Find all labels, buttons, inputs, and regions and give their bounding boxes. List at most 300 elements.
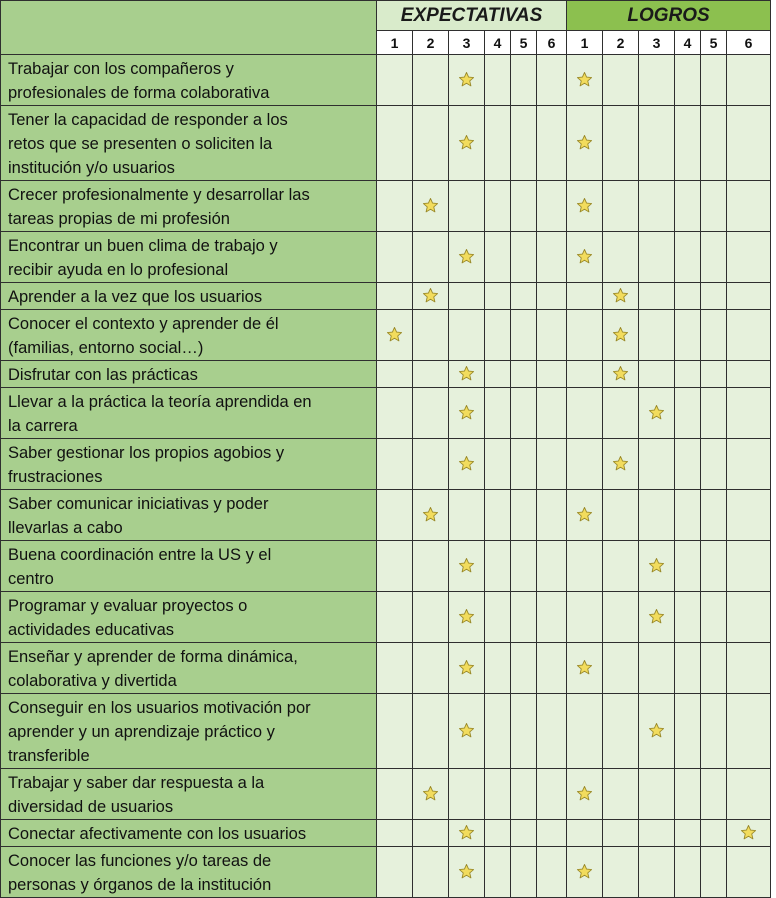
expectativas-cell-6: [537, 490, 567, 541]
expectativas-cell-5: [511, 769, 537, 820]
logros-cell-4: [675, 283, 701, 310]
star-icon: [422, 287, 439, 304]
logros-cell-2: [603, 232, 639, 283]
expectativas-cell-6: [537, 541, 567, 592]
logros-scale-6: 6: [727, 31, 771, 55]
logros-cell-3: [639, 283, 675, 310]
expectativas-cell-5: [511, 106, 537, 181]
logros-cell-6: [727, 769, 771, 820]
expectativas-cell-3: [449, 490, 485, 541]
star-icon: [458, 608, 475, 625]
expectativas-cell-1: [377, 388, 413, 439]
expectativas-cell-5: [511, 643, 537, 694]
logros-cell-5: [701, 643, 727, 694]
logros-cell-3: [639, 490, 675, 541]
expectativas-scale-4: 4: [485, 31, 511, 55]
row-label-line: Conseguir en los usuarios motivación por: [8, 699, 311, 717]
logros-scale-5: 5: [701, 31, 727, 55]
expectativas-cell-3: [449, 106, 485, 181]
expectativas-cell-6: [537, 310, 567, 361]
expectativas-cell-5: [511, 694, 537, 769]
logros-cell-5: [701, 694, 727, 769]
logros-cell-1: [567, 361, 603, 388]
table-row: [1, 55, 771, 106]
logros-cell-2: [603, 439, 639, 490]
logros-cell-1: [567, 181, 603, 232]
expectativas-scale-3: 3: [449, 31, 485, 55]
logros-cell-5: [701, 310, 727, 361]
star-icon: [458, 71, 475, 88]
logros-cell-3: [639, 769, 675, 820]
star-icon: [648, 404, 665, 421]
star-icon: [422, 506, 439, 523]
logros-cell-2: [603, 490, 639, 541]
logros-cell-6: [727, 847, 771, 898]
expectativas-cell-2: [413, 820, 449, 847]
row-label: [1, 55, 377, 106]
row-label: [1, 283, 377, 310]
row-label-line: llevarlas a cabo: [8, 519, 123, 537]
logros-cell-3: [639, 106, 675, 181]
row-label-line: Aprender a la vez que los usuarios: [8, 288, 263, 306]
table-row: [1, 310, 771, 361]
table-row: [1, 847, 771, 898]
row-label-line: colaborativa y divertida: [8, 672, 177, 690]
row-label: [1, 439, 377, 490]
expectativas-cell-4: [485, 694, 511, 769]
row-label: [1, 541, 377, 592]
star-icon: [458, 248, 475, 265]
expectativas-cell-4: [485, 232, 511, 283]
logros-cell-6: [727, 541, 771, 592]
expectativas-cell-3: [449, 232, 485, 283]
expectativas-cell-5: [511, 181, 537, 232]
expectativas-cell-3: [449, 592, 485, 643]
logros-cell-1: [567, 769, 603, 820]
logros-cell-1: [567, 847, 603, 898]
logros-cell-2: [603, 55, 639, 106]
row-label: [1, 694, 377, 769]
row-label-line: centro: [8, 570, 54, 588]
expectativas-cell-3: [449, 694, 485, 769]
expectativas-cell-3: [449, 820, 485, 847]
expectativas-cell-5: [511, 847, 537, 898]
logros-cell-1: [567, 820, 603, 847]
logros-cell-3: [639, 232, 675, 283]
group-header-row: [1, 1, 771, 31]
row-label-line: transferible: [8, 747, 90, 765]
expectativas-cell-4: [485, 769, 511, 820]
logros-cell-5: [701, 283, 727, 310]
expectativas-cell-6: [537, 55, 567, 106]
header-corner: [1, 1, 377, 55]
row-label: [1, 769, 377, 820]
logros-cell-4: [675, 55, 701, 106]
expectativas-cell-2: [413, 388, 449, 439]
logros-cell-1: [567, 643, 603, 694]
logros-scale-2: 2: [603, 31, 639, 55]
expectativas-cell-2: [413, 643, 449, 694]
expectativas-cell-5: [511, 541, 537, 592]
logros-cell-2: [603, 283, 639, 310]
logros-scale-4: 4: [675, 31, 701, 55]
logros-cell-4: [675, 439, 701, 490]
expectativas-cell-5: [511, 361, 537, 388]
row-label-line: Crecer profesionalmente y desarrollar las: [8, 186, 310, 204]
expectativas-cell-1: [377, 439, 413, 490]
logros-cell-5: [701, 388, 727, 439]
logros-cell-2: [603, 310, 639, 361]
table-row: [1, 361, 771, 388]
logros-cell-3: [639, 439, 675, 490]
expectativas-cell-3: [449, 847, 485, 898]
expectativas-cell-1: [377, 106, 413, 181]
logros-cell-5: [701, 847, 727, 898]
expectativas-cell-4: [485, 820, 511, 847]
expectativas-cell-6: [537, 283, 567, 310]
logros-cell-6: [727, 310, 771, 361]
table-row: [1, 643, 771, 694]
logros-cell-3: [639, 592, 675, 643]
star-icon: [740, 824, 757, 841]
expectativas-cell-2: [413, 490, 449, 541]
row-label-line: actividades educativas: [8, 621, 175, 639]
star-icon: [612, 455, 629, 472]
star-icon: [612, 287, 629, 304]
expectativas-cell-5: [511, 310, 537, 361]
logros-header: LOGROS: [567, 1, 771, 31]
logros-cell-3: [639, 55, 675, 106]
logros-cell-6: [727, 181, 771, 232]
logros-cell-2: [603, 847, 639, 898]
table-row: [1, 106, 771, 181]
logros-cell-6: [727, 592, 771, 643]
expectativas-cell-3: [449, 55, 485, 106]
expectativas-cell-3: [449, 283, 485, 310]
row-label-line: (familias, entorno social…): [8, 339, 204, 357]
logros-cell-4: [675, 769, 701, 820]
logros-cell-4: [675, 592, 701, 643]
table-row: [1, 388, 771, 439]
row-label-line: personas y órganos de la institución: [8, 876, 272, 894]
logros-cell-6: [727, 490, 771, 541]
expectativas-cell-4: [485, 310, 511, 361]
table-row: [1, 541, 771, 592]
row-label-line: Llevar a la práctica la teoría aprendida en: [8, 393, 312, 411]
expectativas-scale-2: 2: [413, 31, 449, 55]
row-label-line: Saber gestionar los propios agobios y: [8, 444, 285, 462]
logros-cell-3: [639, 643, 675, 694]
row-label: [1, 592, 377, 643]
logros-cell-5: [701, 232, 727, 283]
expectativas-cell-1: [377, 694, 413, 769]
logros-cell-2: [603, 592, 639, 643]
expectativas-cell-4: [485, 541, 511, 592]
expectativas-cell-6: [537, 592, 567, 643]
expectativas-cell-5: [511, 592, 537, 643]
expectativas-cell-2: [413, 106, 449, 181]
star-icon: [458, 404, 475, 421]
expectativas-cell-3: [449, 310, 485, 361]
row-label-line: frustraciones: [8, 468, 103, 486]
expectativas-cell-4: [485, 847, 511, 898]
star-icon: [386, 326, 403, 343]
row-label-line: Trabajar con los compañeros y: [8, 60, 234, 78]
star-icon: [648, 608, 665, 625]
logros-cell-6: [727, 55, 771, 106]
expectativas-cell-3: [449, 541, 485, 592]
row-label-line: Trabajar y saber dar respuesta a la: [8, 774, 265, 792]
expectativas-scale-1: 1: [377, 31, 413, 55]
logros-cell-5: [701, 592, 727, 643]
expectativas-cell-6: [537, 106, 567, 181]
logros-cell-3: [639, 181, 675, 232]
logros-cell-4: [675, 106, 701, 181]
expectativas-cell-5: [511, 820, 537, 847]
expectativas-cell-1: [377, 181, 413, 232]
table-row: [1, 490, 771, 541]
star-icon: [576, 71, 593, 88]
expectativas-cell-4: [485, 592, 511, 643]
logros-cell-5: [701, 361, 727, 388]
table-row: [1, 283, 771, 310]
logros-cell-6: [727, 439, 771, 490]
expectativas-cell-4: [485, 361, 511, 388]
logros-cell-4: [675, 310, 701, 361]
logros-cell-1: [567, 694, 603, 769]
row-label: [1, 490, 377, 541]
expectativas-cell-6: [537, 769, 567, 820]
logros-cell-6: [727, 283, 771, 310]
logros-cell-5: [701, 106, 727, 181]
expectativas-scale-6: 6: [537, 31, 567, 55]
row-label-line: Conectar afectivamente con los usuarios: [8, 825, 307, 843]
logros-cell-5: [701, 769, 727, 820]
logros-cell-4: [675, 820, 701, 847]
star-icon: [612, 326, 629, 343]
logros-cell-6: [727, 643, 771, 694]
logros-cell-3: [639, 820, 675, 847]
logros-cell-2: [603, 769, 639, 820]
logros-cell-1: [567, 541, 603, 592]
row-label-line: aprender y un aprendizaje práctico y: [8, 723, 275, 741]
logros-cell-2: [603, 361, 639, 388]
expectativas-cell-2: [413, 694, 449, 769]
table-row: [1, 232, 771, 283]
expectativas-cell-6: [537, 361, 567, 388]
expectativas-cell-2: [413, 847, 449, 898]
row-label-line: diversidad de usuarios: [8, 798, 174, 816]
logros-cell-4: [675, 490, 701, 541]
expectativas-cell-2: [413, 439, 449, 490]
expectativas-cell-6: [537, 643, 567, 694]
expectativas-cell-3: [449, 439, 485, 490]
row-label: [1, 361, 377, 388]
expectativas-cell-4: [485, 439, 511, 490]
row-label-line: institución y/o usuarios: [8, 159, 175, 177]
row-label-line: Conocer las funciones y/o tareas de: [8, 852, 272, 870]
row-label: [1, 388, 377, 439]
logros-cell-4: [675, 847, 701, 898]
logros-cell-6: [727, 361, 771, 388]
logros-cell-2: [603, 181, 639, 232]
star-icon: [422, 197, 439, 214]
expectativas-cell-1: [377, 592, 413, 643]
expectativas-cell-3: [449, 388, 485, 439]
logros-cell-2: [603, 388, 639, 439]
star-icon: [458, 722, 475, 739]
expectativas-cell-2: [413, 181, 449, 232]
table-row: [1, 769, 771, 820]
expectativas-cell-1: [377, 769, 413, 820]
expectativas-cell-5: [511, 55, 537, 106]
logros-cell-5: [701, 820, 727, 847]
logros-cell-1: [567, 106, 603, 181]
logros-cell-1: [567, 592, 603, 643]
logros-cell-3: [639, 310, 675, 361]
expectativas-cell-5: [511, 283, 537, 310]
star-icon: [458, 134, 475, 151]
logros-cell-5: [701, 181, 727, 232]
expectativas-cell-3: [449, 643, 485, 694]
logros-cell-4: [675, 388, 701, 439]
star-icon: [458, 824, 475, 841]
row-label-line: tareas propias de mi profesión: [8, 210, 230, 228]
logros-cell-6: [727, 820, 771, 847]
star-icon: [648, 557, 665, 574]
logros-cell-3: [639, 847, 675, 898]
expectativas-cell-6: [537, 820, 567, 847]
logros-cell-1: [567, 388, 603, 439]
expectativas-cell-4: [485, 643, 511, 694]
star-icon: [576, 785, 593, 802]
expectativas-cell-2: [413, 55, 449, 106]
star-icon: [576, 248, 593, 265]
expectativas-cell-4: [485, 55, 511, 106]
expectativas-cell-1: [377, 541, 413, 592]
table-row: [1, 592, 771, 643]
expectativas-cell-6: [537, 388, 567, 439]
logros-cell-4: [675, 541, 701, 592]
row-label-line: recibir ayuda en lo profesional: [8, 261, 229, 279]
expectativas-cell-1: [377, 820, 413, 847]
star-icon: [458, 455, 475, 472]
star-icon: [612, 365, 629, 382]
star-icon: [648, 722, 665, 739]
row-label: [1, 232, 377, 283]
expectativas-cell-5: [511, 232, 537, 283]
expectativas-scale-5: 5: [511, 31, 537, 55]
star-icon: [576, 863, 593, 880]
row-label-line: Saber comunicar iniciativas y poder: [8, 495, 269, 513]
expectativas-cell-1: [377, 361, 413, 388]
expectativas-cell-1: [377, 643, 413, 694]
row-label: [1, 643, 377, 694]
expectativas-cell-3: [449, 769, 485, 820]
expectativas-cell-4: [485, 388, 511, 439]
table-row: [1, 694, 771, 769]
expectativas-cell-1: [377, 847, 413, 898]
row-label-line: Programar y evaluar proyectos o: [8, 597, 248, 615]
expectativas-cell-6: [537, 181, 567, 232]
expectativas-header: EXPECTATIVAS: [377, 1, 567, 31]
star-icon: [458, 863, 475, 880]
logros-cell-6: [727, 388, 771, 439]
expectativas-cell-3: [449, 361, 485, 388]
expectativas-cell-2: [413, 769, 449, 820]
row-label-line: Enseñar y aprender de forma dinámica,: [8, 648, 298, 666]
logros-cell-2: [603, 694, 639, 769]
logros-cell-5: [701, 490, 727, 541]
expectativas-cell-2: [413, 541, 449, 592]
logros-cell-2: [603, 820, 639, 847]
expectativas-cell-1: [377, 232, 413, 283]
table-row: [1, 181, 771, 232]
expectativas-cell-2: [413, 361, 449, 388]
expectativas-cell-1: [377, 55, 413, 106]
logros-scale-3: 3: [639, 31, 675, 55]
logros-cell-1: [567, 490, 603, 541]
expectativas-cell-2: [413, 310, 449, 361]
row-label: [1, 106, 377, 181]
logros-cell-4: [675, 181, 701, 232]
logros-cell-2: [603, 106, 639, 181]
logros-cell-3: [639, 388, 675, 439]
row-label: [1, 847, 377, 898]
logros-cell-4: [675, 643, 701, 694]
star-icon: [576, 659, 593, 676]
expectativas-cell-1: [377, 310, 413, 361]
expectativas-cell-4: [485, 283, 511, 310]
row-label: [1, 310, 377, 361]
star-icon: [576, 134, 593, 151]
row-label-line: la carrera: [8, 417, 78, 435]
row-label-line: profesionales de forma colaborativa: [8, 84, 270, 102]
expectativas-cell-5: [511, 388, 537, 439]
logros-cell-3: [639, 361, 675, 388]
row-label-line: Tener la capacidad de responder a los: [8, 111, 288, 129]
expectativas-cell-5: [511, 490, 537, 541]
expectativas-cell-3: [449, 181, 485, 232]
logros-cell-4: [675, 361, 701, 388]
row-label-line: Disfrutar con las prácticas: [8, 366, 198, 384]
logros-cell-5: [701, 541, 727, 592]
expectativas-cell-6: [537, 439, 567, 490]
logros-cell-2: [603, 541, 639, 592]
expectativas-cell-4: [485, 490, 511, 541]
logros-cell-4: [675, 232, 701, 283]
expectativas-cell-6: [537, 847, 567, 898]
logros-cell-1: [567, 55, 603, 106]
row-label-line: Buena coordinación entre la US y el: [8, 546, 272, 564]
logros-cell-2: [603, 643, 639, 694]
expectativas-cell-4: [485, 106, 511, 181]
row-label: [1, 820, 377, 847]
expectativas-cell-1: [377, 490, 413, 541]
logros-cell-4: [675, 694, 701, 769]
logros-cell-1: [567, 283, 603, 310]
logros-cell-1: [567, 232, 603, 283]
expectativas-cell-2: [413, 283, 449, 310]
logros-cell-6: [727, 106, 771, 181]
logros-cell-1: [567, 439, 603, 490]
expectativas-cell-6: [537, 232, 567, 283]
expectativas-cell-2: [413, 232, 449, 283]
expectativas-cell-1: [377, 283, 413, 310]
star-icon: [458, 659, 475, 676]
logros-cell-6: [727, 232, 771, 283]
expectativas-cell-2: [413, 592, 449, 643]
